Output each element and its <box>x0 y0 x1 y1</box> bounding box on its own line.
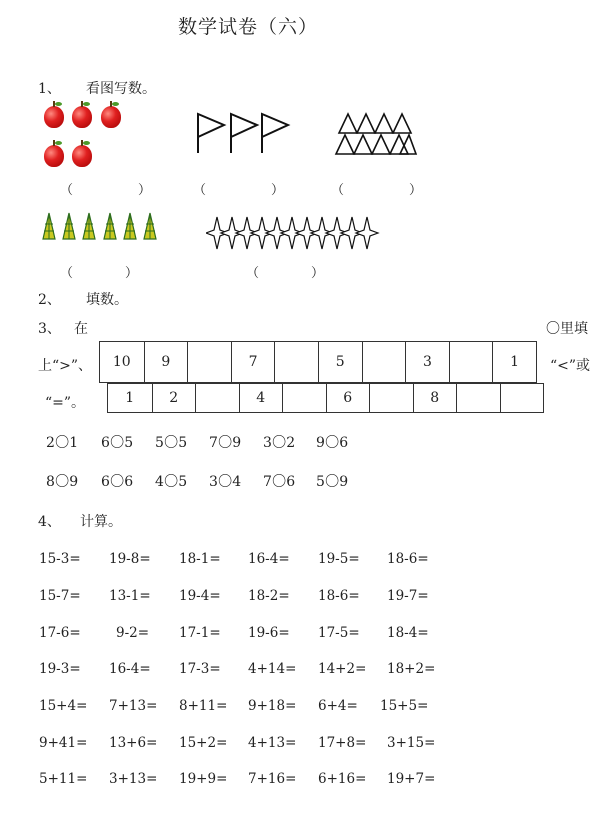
calc-problem[interactable]: 17-1= <box>179 625 221 641</box>
calc-problem[interactable]: 19-5= <box>318 551 360 567</box>
star-group <box>206 215 380 251</box>
triangle-icon <box>393 114 411 133</box>
calc-problem[interactable]: 17-6= <box>39 625 81 641</box>
triangle-icon <box>354 135 372 154</box>
number-cell[interactable]: 5 <box>318 342 362 382</box>
number-sequence-grid-2 <box>107 383 544 413</box>
number-cell[interactable]: 1 <box>492 342 536 382</box>
triangle-icon <box>357 114 375 133</box>
calc-problem[interactable]: 15+5= <box>380 698 429 714</box>
tree-icon <box>43 213 55 239</box>
calc-problem[interactable]: 18-2= <box>248 588 290 604</box>
tree-icon <box>144 213 156 239</box>
calc-problem[interactable]: 9+41= <box>39 735 88 751</box>
question-3-number: 3、 <box>38 321 61 337</box>
comparison-item[interactable]: 8〇9 <box>46 474 79 490</box>
number-sequence-grid-1 <box>99 341 537 383</box>
number-cell[interactable] <box>282 384 326 412</box>
calc-problem[interactable]: 16-4= <box>248 551 290 567</box>
number-cell[interactable]: 4 <box>239 384 283 412</box>
apple-icon <box>72 106 92 128</box>
comparison-item[interactable]: 5〇9 <box>316 474 349 490</box>
calc-problem[interactable]: 4+14= <box>248 661 297 677</box>
number-cell[interactable] <box>187 342 231 382</box>
number-cell[interactable]: 3 <box>405 342 449 382</box>
number-cell[interactable] <box>449 342 493 382</box>
calc-problem[interactable]: 18-6= <box>387 551 429 567</box>
comparison-item[interactable]: 6〇6 <box>101 474 134 490</box>
triangle-group <box>334 111 418 157</box>
answer-parentheses[interactable]: （ ） <box>60 183 152 198</box>
calc-problem[interactable]: 19-8= <box>109 551 151 567</box>
calc-problem[interactable]: 3+13= <box>109 771 158 787</box>
flag-icon <box>231 114 257 153</box>
calc-problem[interactable]: 19-4= <box>179 588 221 604</box>
question-1-number: 1、 <box>38 81 61 97</box>
triangle-icon <box>339 114 357 133</box>
question-2-number: 2、 <box>38 292 61 308</box>
calc-problem[interactable]: 13-1= <box>109 588 151 604</box>
flag-icon <box>198 114 224 153</box>
calc-problem[interactable]: 17-3= <box>179 661 221 677</box>
question-3-text-b: 〇里填 <box>546 321 588 337</box>
tree-icon <box>63 213 75 239</box>
question-3-text-a: 在 <box>74 321 88 337</box>
answer-parentheses[interactable]: （ ） <box>193 183 285 198</box>
calc-problem[interactable]: 9+18= <box>248 698 297 714</box>
calc-problem[interactable]: 18-6= <box>318 588 360 604</box>
question-3-text-e: “=”。 <box>45 395 86 411</box>
number-cell[interactable] <box>500 384 544 412</box>
question-1-text: 看图写数。 <box>86 81 156 97</box>
question-3-text-d: “<”或 <box>550 358 591 374</box>
calc-problem[interactable]: 8+11= <box>179 698 228 714</box>
answer-parentheses[interactable]: （ ） <box>60 266 139 281</box>
calc-problem[interactable]: 7+13= <box>109 698 158 714</box>
calc-problem[interactable]: 15-3= <box>39 551 81 567</box>
calc-problem[interactable]: 19-3= <box>39 661 81 677</box>
triangle-icon <box>336 135 354 154</box>
comparison-item[interactable]: 4〇5 <box>155 474 188 490</box>
calc-problem[interactable]: 19+9= <box>179 771 228 787</box>
number-cell[interactable] <box>274 342 318 382</box>
number-cell[interactable]: 6 <box>326 384 370 412</box>
calc-problem[interactable]: 5+11= <box>39 771 88 787</box>
apple-icon <box>44 145 64 167</box>
calc-problem[interactable]: 19-7= <box>387 588 429 604</box>
triangle-icon <box>372 135 390 154</box>
number-cell[interactable] <box>456 384 500 412</box>
tree-icon <box>104 213 116 239</box>
triangle-icon <box>375 114 393 133</box>
question-4-text: 计算。 <box>80 514 122 530</box>
comparison-item[interactable]: 3〇2 <box>263 435 296 451</box>
page-title: 数学试卷（六） <box>178 16 319 38</box>
tree-group <box>42 212 160 242</box>
calc-problem[interactable]: 4+13= <box>248 735 297 751</box>
flag-group <box>194 111 294 155</box>
calc-problem[interactable]: 13+6= <box>109 735 158 751</box>
calc-problem[interactable]: 3+15= <box>387 735 436 751</box>
calc-problem[interactable]: 15-7= <box>39 588 81 604</box>
calc-problem[interactable]: 18-4= <box>387 625 429 641</box>
number-cell[interactable]: 2 <box>152 384 196 412</box>
calc-problem[interactable]: 6+16= <box>318 771 367 787</box>
comparison-item[interactable]: 2〇1 <box>46 435 79 451</box>
calc-problem[interactable]: 7+16= <box>248 771 297 787</box>
calc-problem[interactable]: 6+4= <box>318 698 358 714</box>
calc-problem[interactable]: 17-5= <box>318 625 360 641</box>
number-cell[interactable] <box>369 384 413 412</box>
calc-problem[interactable]: 15+2= <box>179 735 228 751</box>
number-cell[interactable]: 7 <box>231 342 275 382</box>
number-cell[interactable] <box>362 342 406 382</box>
apple-icon <box>44 106 64 128</box>
number-cell[interactable] <box>195 384 239 412</box>
number-cell[interactable]: 9 <box>144 342 188 382</box>
answer-parentheses[interactable]: （ ） <box>246 266 325 281</box>
calc-problem[interactable]: 18-1= <box>179 551 221 567</box>
calc-problem[interactable]: 9-2= <box>116 625 150 641</box>
question-3-text-c: 上“>”、 <box>38 358 93 374</box>
calc-problem[interactable]: 19-6= <box>248 625 290 641</box>
flag-icon <box>262 114 288 153</box>
calc-problem[interactable]: 16-4= <box>109 661 151 677</box>
apple-icon <box>101 106 121 128</box>
tree-icon <box>83 213 95 239</box>
comparison-item[interactable]: 5〇5 <box>155 435 188 451</box>
question-2-text: 填数。 <box>86 292 128 308</box>
comparison-item[interactable]: 9〇6 <box>316 435 349 451</box>
number-cell[interactable]: 8 <box>413 384 457 412</box>
apple-icon <box>72 145 92 167</box>
calc-problem[interactable]: 19+7= <box>387 771 436 787</box>
calc-problem[interactable]: 15+4= <box>39 698 88 714</box>
answer-parentheses[interactable]: （ ） <box>331 183 423 198</box>
triangle-icon <box>400 135 416 154</box>
calc-problem[interactable]: 17+8= <box>318 735 367 751</box>
comparison-item[interactable]: 7〇6 <box>263 474 296 490</box>
calc-problem[interactable]: 14+2= <box>318 661 367 677</box>
tree-icon <box>124 213 136 239</box>
comparison-item[interactable]: 6〇5 <box>101 435 134 451</box>
comparison-item[interactable]: 3〇4 <box>209 474 242 490</box>
four-point-star-icon <box>356 217 378 249</box>
question-4-number: 4、 <box>38 514 61 530</box>
calc-problem[interactable]: 18+2= <box>387 661 436 677</box>
number-cell[interactable]: 1 <box>125 390 135 406</box>
number-cell[interactable]: 10 <box>112 354 131 370</box>
comparison-item[interactable]: 7〇9 <box>209 435 242 451</box>
